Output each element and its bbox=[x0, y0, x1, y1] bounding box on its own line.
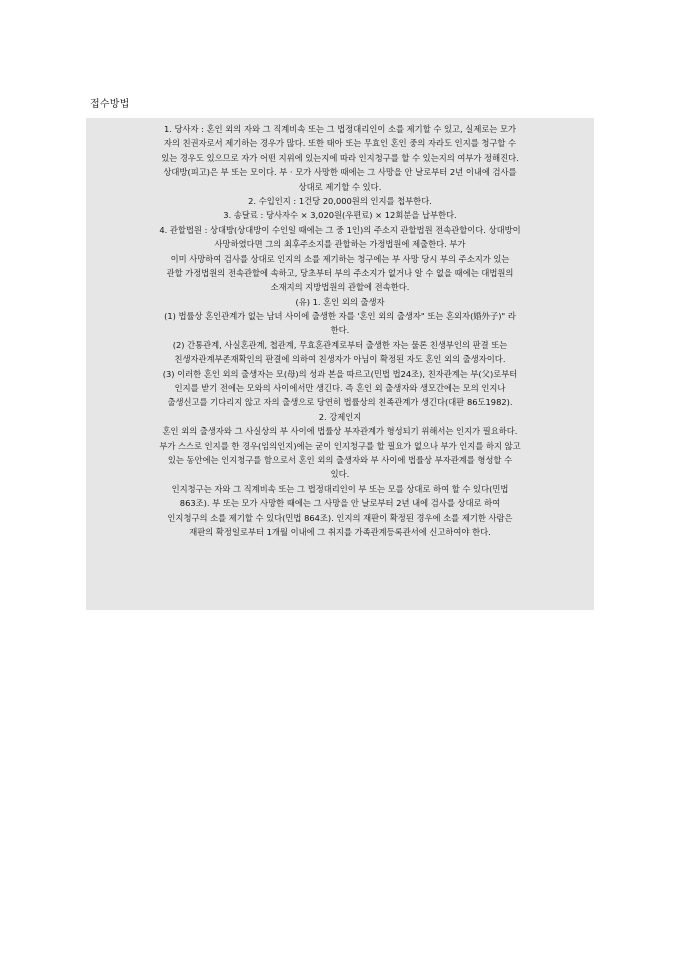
content-box bbox=[86, 118, 594, 610]
text-line: 출생신고를 기다리지 않고 자의 출생으로 당연히 법률상의 친족관계가 생긴다(대판 86도1982). bbox=[167, 397, 513, 408]
text-line: 부가 스스로 인지를 한 경우(임의인지)에는 굳이 인지청구를 할 필요가 없으나 부가 인지를 하지 않고 bbox=[159, 440, 521, 451]
text-line: 혼인 외의 출생자와 그 사실상의 부 사이에 법률상 부자관계가 형성되기 위해서는 인지가 필요하다. bbox=[162, 426, 518, 437]
text-line: 관할 가정법원의 전속관할에 속하고, 당초부터 부의 주소지가 없거나 알 수 없을 때에는 대법원의 bbox=[166, 267, 514, 278]
text-line: 사망하였다면 그의 최후주소지를 관할하는 가정법원에 제출한다. 부가 bbox=[214, 239, 466, 250]
text-line: 있다. bbox=[330, 469, 350, 480]
text-line: 3. 송달료 : 당사자수 × 3,020원(우편료) × 12회분을 납부한다. bbox=[223, 210, 457, 221]
text-line: (2) 간통관계, 사실혼관계, 첩관계, 무효혼관계로부터 출생한 자는 물론 친생부인의 판결 또는 bbox=[172, 339, 508, 350]
text-line: 상대방(피고)은 부 또는 모이다. 부 · 모가 사망한 때에는 그 사망을 안 날로부터 2년 이내에 검사를 bbox=[163, 167, 517, 178]
text-line: (1) 법률상 혼인관계가 없는 남녀 사이에 출생한 자를 '혼인 외의 출생자" 또는 혼외자(婚外子)" 라 bbox=[164, 311, 516, 322]
text-line: (3) 이러한 혼인 외의 출생자는 모(母)의 성과 본을 따르고(민법 법24조), 친자관계는 부(父)로부터 bbox=[162, 368, 518, 379]
text-line: 이미 사망하여 검사를 상대로 인지의 소를 제기하는 청구에는 부 사망 당시 부의 주소지가 있는 bbox=[170, 253, 510, 264]
text-line: 2. 수입인지 : 1건당 20,000원의 인지를 첩부한다. bbox=[248, 195, 432, 206]
text-line: 한다. bbox=[330, 325, 350, 336]
text-line: 4. 관할법원 : 상대방(상대방이 수인일 때에는 그 중 1인)의 주소지 관할법원 전속관할이다. 상대방이 bbox=[159, 224, 521, 235]
text-line: 1. 당사자 : 혼인 외의 자와 그 직계비속 또는 그 법정대리인이 소를 제기할 수 있고, 실제로는 모가 bbox=[163, 124, 517, 134]
text-line: 소재지의 지방법원의 관할에 전속한다. bbox=[270, 282, 410, 293]
text-line: 재판의 확정일로부터 1개월 이내에 그 취지를 가족관계등록관서에 신고하여야 한다. bbox=[189, 526, 491, 537]
text-line: 인지를 받기 전에는 모와의 사이에서만 생긴다. 즉 혼인 외 출생자와 생모간에는 모의 인지나 bbox=[174, 383, 506, 394]
section-heading: 접수방법 bbox=[90, 99, 130, 110]
subheading-line: 2. 강제인지 bbox=[318, 411, 362, 422]
text-line: 상대로 제기할 수 있다. bbox=[298, 181, 382, 192]
subheading-line: (유) 1. 혼인 외의 출생자 bbox=[295, 296, 385, 307]
text-line: 있는 동안에는 인지청구를 함으로서 혼인 외의 출생자와 부 사이에 법률상 부자관계를 형성할 수 bbox=[167, 454, 513, 465]
text-line: 친생자관계부존재확인의 판결에 의하여 친생자가 아님이 확정된 자도 혼인 외의 출생자이다. bbox=[174, 354, 506, 365]
text-line: 인지청구의 소를 제기할 수 있다(민법 864조). 인지의 재판이 확정된 경우에 소를 제기한 사람은 bbox=[167, 512, 513, 523]
text-line: 자의 친권자로서 제기하는 경우가 많다. 또한 태아 또는 무효인 혼인 중의 자라도 인지를 청구할 수 bbox=[163, 138, 517, 149]
text-line: 있는 경우도 있으므로 자가 어떤 지위에 있는지에 따라 인지청구를 할 수 있는지의 여부가 정해진다. bbox=[161, 152, 519, 163]
text-line: 인지청구는 자와 그 직계비속 또는 그 법정대리인이 부 또는 모를 상대로 하여 할 수 있다(민법 bbox=[171, 483, 509, 494]
text-line: 863조). 부 또는 모가 사망한 때에는 그 사망을 안 날로부터 2년 내에 검사를 상대로 하여 bbox=[179, 498, 501, 509]
